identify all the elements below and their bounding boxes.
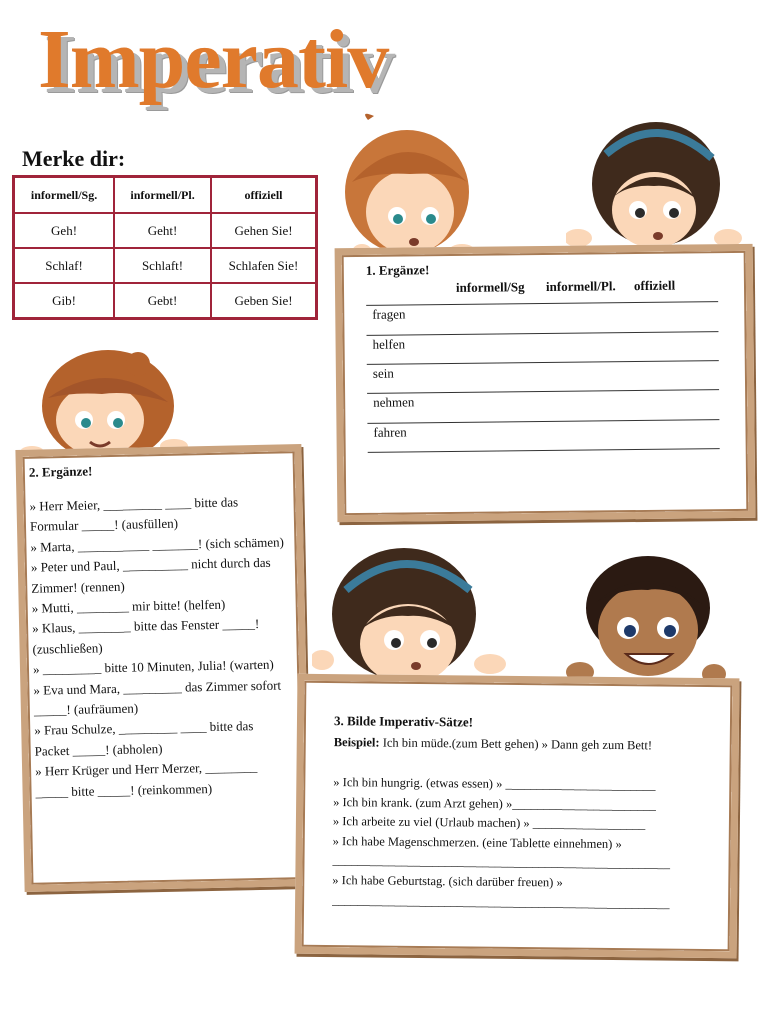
answer-line — [367, 360, 719, 365]
table-cell: Geben Sie! — [211, 283, 317, 319]
beispiel-label: Beispiel: — [333, 735, 380, 750]
boy-illustration — [566, 550, 726, 688]
exercise-item: » Marta, ___________ _______! (sich schämen) — [30, 534, 284, 555]
exercise-item: » Mutti, ________ mir bitte! (helfen) — [31, 596, 226, 616]
exercise-item: ______________________________________________________ — [332, 892, 670, 911]
exercise-item: » _________ bitte 10 Minuten, Julia! (warten) — [32, 656, 274, 677]
verb-label: sein — [372, 365, 394, 381]
table-row — [14, 248, 317, 283]
example-line — [334, 735, 652, 753]
verb-label: nehmen — [373, 394, 415, 410]
girl-headband-illustration — [566, 114, 746, 254]
table-cell: Gebt! — [114, 283, 211, 319]
exercise-item: » Herr Krüger und Herr Merzer, ________ _____ bitte _____! (reinkommen) — [34, 759, 258, 800]
answer-line — [368, 448, 720, 453]
conjugation-table — [12, 175, 318, 320]
girl-headband-surprised-illustration — [312, 540, 512, 688]
beispiel-text: Ich bin müde.(zum Bett gehen) » Dann geh zum Bett! — [382, 735, 653, 753]
merke-heading: Merke dir: — [22, 146, 126, 171]
answer-line — [366, 331, 718, 336]
table-cell: Geh! — [14, 213, 115, 248]
exercise-3-heading: 3. Bilde Imperativ-Sätze! — [333, 713, 474, 730]
exercise-3-text — [332, 773, 733, 914]
exercise-1-board — [335, 244, 756, 522]
exercise-item: » Ich bin krank. (zum Arzt gehen) »_______________________ — [333, 794, 657, 813]
table-header: informell/Sg. — [14, 177, 115, 214]
table-header: informell/Pl. — [114, 177, 211, 214]
girl-bangs-illustration — [332, 112, 482, 258]
ex1-column-header: informell/Pl. — [545, 278, 616, 294]
exercise-item: » Ich habe Magenschmerzen. (eine Tablette einnehmen) » — [332, 833, 622, 851]
table-row — [14, 213, 317, 248]
table-cell: Geht! — [114, 213, 211, 248]
table-cell: Schlaft! — [114, 248, 211, 283]
page-title: Imperativ — [38, 13, 389, 106]
girl-pigtail-illustration — [18, 346, 198, 458]
exercise-item: ______________________________________________________ — [332, 853, 671, 871]
table-header-row — [14, 177, 317, 214]
exercise-item: » Herr Meier, _________ ____ bitte das Formular _____! (ausfüllen) — [29, 494, 239, 535]
exercise-1-heading: 1. Ergänze! — [365, 262, 430, 278]
exercise-2-heading: 2. Ergänze! — [28, 463, 93, 480]
exercise-item: » Ich bin hungrig. (etwas essen) » ________________________ — [333, 775, 656, 793]
exercise-item: » Frau Schulze, _________ ____ bitte das Packet _____! (abholen) — [34, 718, 254, 759]
answer-line — [366, 301, 718, 306]
verb-label: fahren — [373, 424, 407, 440]
table-cell: Gib! — [14, 283, 115, 319]
table-cell: Gehen Sie! — [211, 213, 317, 248]
exercise-item: » Klaus, ________ bitte das Fenster _____! (zuschließen) — [31, 616, 260, 657]
verb-label: fragen — [372, 306, 406, 322]
exercise-item: » Eva und Mara, _________ das Zimmer sofort _____! (aufräumen) — [33, 677, 282, 718]
exercise-item: » Ich arbeite zu viel (Urlaub machen) » __________________ — [332, 814, 646, 832]
exercise-3-board — [295, 674, 740, 959]
table-row — [14, 283, 317, 319]
answer-line — [367, 389, 719, 394]
exercise-item: » Ich habe Geburtstag. (sich darüber freuen) » — [332, 873, 563, 890]
exercise-item: » Peter und Paul, __________ nicht durch das Zimmer! (rennen) — [30, 554, 271, 596]
exercise-2-text — [29, 491, 289, 802]
table-header: offiziell — [211, 177, 317, 214]
verb-label: helfen — [372, 336, 406, 352]
table-cell: Schlaf! — [14, 248, 115, 283]
ex1-column-header: offiziell — [633, 277, 676, 294]
exercise-2-board — [15, 444, 310, 892]
table-cell: Schlafen Sie! — [211, 248, 317, 283]
answer-line — [367, 419, 719, 424]
ex1-column-header: informell/Sg — [455, 279, 525, 295]
